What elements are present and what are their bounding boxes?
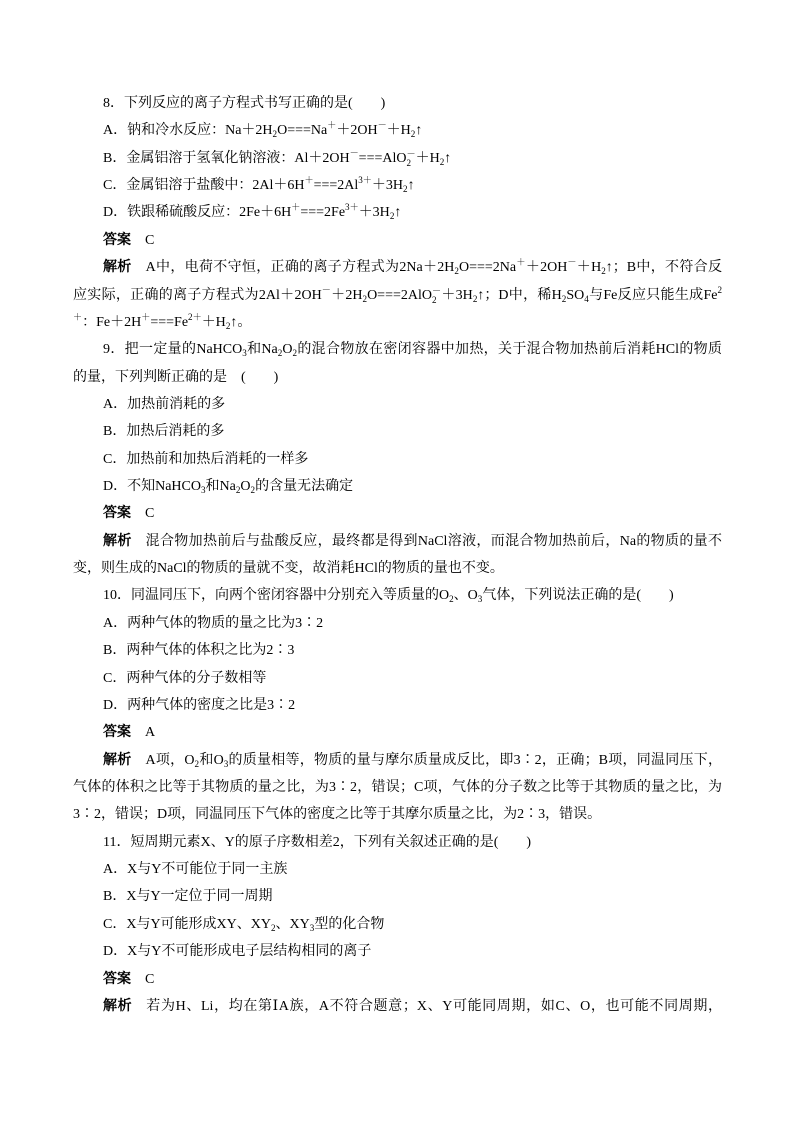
text-run: ===Fe <box>150 314 189 330</box>
superscript: － <box>431 285 442 296</box>
option-c <box>73 665 722 692</box>
text-run: 10．同温同压下，向两个密闭容器中分别充入等质量的O <box>103 588 450 604</box>
text-run: D．两种气体的密度之比是3∶2 <box>103 697 296 713</box>
subscript: 2 <box>389 211 395 222</box>
text-run: 变，则生成的NaCl的物质的量就不变，故消耗HCl的物质的量也不变。 <box>73 561 504 577</box>
option-b <box>73 883 722 910</box>
subscript: 2 <box>225 321 231 332</box>
analysis-line <box>73 528 722 555</box>
text-run: ＋3H <box>371 178 404 194</box>
text-run: 应实际，正确的离子方程式为2Al＋2OH <box>73 287 322 303</box>
text-run: ＋H <box>201 314 226 330</box>
question-stem-line <box>73 829 722 856</box>
text-run: ：Fe＋2H <box>82 314 142 330</box>
text-run: B．两种气体的体积之比为2∶3 <box>103 643 295 659</box>
question-stem-line <box>73 364 722 391</box>
answer-label: 答案 <box>103 725 131 741</box>
text-run: 9．把一定量的NaHCO <box>103 342 243 358</box>
option-a <box>73 391 722 418</box>
option-c <box>73 911 722 938</box>
superscript: ＋ <box>516 257 526 268</box>
text-run: 、O <box>453 588 478 604</box>
text-run: ↑；D中，稀H <box>477 287 562 303</box>
text-run: ↑ <box>444 150 452 166</box>
text-run: ＋H <box>386 123 411 139</box>
subscript: 2 <box>410 129 416 140</box>
analysis-label: 解析 <box>103 260 132 276</box>
stacked-script <box>406 150 415 168</box>
text-run: ↑。 <box>230 314 252 330</box>
text-run: 的含量无法确定 <box>255 479 354 495</box>
subscript: 4 <box>584 293 589 304</box>
subscript: 2 <box>362 293 368 304</box>
stacked-script <box>432 287 441 305</box>
subscript: 2 <box>454 266 459 277</box>
text-run: A．加热前消耗的多 <box>103 396 226 412</box>
subscript: 2 <box>194 758 200 769</box>
text-run: 、XY <box>275 916 310 932</box>
answer-line <box>73 500 722 527</box>
superscript: － <box>377 120 387 131</box>
text-run: ＋2OH <box>336 123 378 139</box>
option-a <box>73 117 722 144</box>
option-a <box>73 856 722 883</box>
text-run: ＋3H <box>441 287 473 303</box>
text-run: D．X与Y不可能形成电子层结构相同的离子 <box>103 944 372 960</box>
superscript: ＋ <box>304 175 314 186</box>
analysis-line <box>73 309 722 336</box>
subscript: 2 <box>250 485 256 496</box>
text-run: O <box>240 479 251 495</box>
option-c <box>73 172 722 199</box>
text-run: O <box>282 342 293 358</box>
text-run: A．X与Y不可能位于同一主族 <box>103 862 288 878</box>
subscript: 2 <box>406 158 412 169</box>
superscript: ＋ <box>327 120 337 131</box>
option-b <box>73 145 722 172</box>
analysis-label: 解析 <box>103 533 132 549</box>
analysis-line <box>73 774 722 801</box>
superscript: 2 <box>717 284 722 295</box>
subscript: 2 <box>271 922 276 933</box>
answer-label: 答案 <box>103 232 131 248</box>
question-stem-line <box>73 336 722 363</box>
superscript: ＋ <box>291 202 301 213</box>
analysis-line <box>73 747 722 774</box>
text-run: 的混合物放在密闭容器中加热，关于混合物加热前后消耗HCl的物质 <box>296 342 722 358</box>
text-run: 3∶2，错误；D项，同温同压下气体的密度之比等于其摩尔质量之比，为2∶3，错误。 <box>73 807 602 823</box>
answer-line <box>73 719 722 746</box>
answer-value: C <box>145 232 155 248</box>
superscript: ＋ <box>73 311 83 322</box>
superscript: 3＋ <box>358 175 372 186</box>
subscript: 2 <box>272 129 278 140</box>
subscript: 2 <box>403 184 408 195</box>
superscript: － <box>349 147 359 158</box>
text-run: D．不知NaHCO <box>103 479 201 495</box>
subscript: 2 <box>277 348 283 359</box>
text-run: 8．下列反应的离子方程式书写正确的是( ) <box>103 96 386 111</box>
subscript: 2 <box>292 348 297 359</box>
text-run: C．加热前和加热后消耗的一样多 <box>103 451 309 467</box>
question-block <box>73 829 722 1021</box>
subscript: 2 <box>561 293 567 304</box>
text-run: 和O <box>199 752 224 768</box>
text-run: C．X与Y可能形成XY、XY <box>103 916 271 932</box>
text-run: A．两种气体的物质的量之比为3∶2 <box>103 615 324 631</box>
text-run: ↑ <box>415 123 423 139</box>
subscript: 3 <box>477 594 483 605</box>
text-run: 型的化合物 <box>314 916 385 932</box>
question-block <box>73 582 722 828</box>
superscript: － <box>321 284 331 295</box>
subscript: 3 <box>201 485 206 496</box>
subscript: 3 <box>242 348 247 359</box>
analysis-label: 解析 <box>103 998 133 1014</box>
text-run: SO <box>566 287 585 303</box>
text-run: 气体，下列说法正确的是( ) <box>482 588 674 604</box>
text-run: ＋2H <box>330 287 363 303</box>
subscript: 2 <box>439 156 445 167</box>
option-a <box>73 610 722 637</box>
question-stem-line <box>73 582 722 609</box>
subscript: 3 <box>309 922 315 933</box>
text-run: A项，O <box>145 752 195 768</box>
subscript: 2 <box>431 295 437 306</box>
subscript: 3 <box>223 758 229 769</box>
text-run: 与Fe反应只能生成Fe <box>588 287 718 303</box>
text-run: ＋H <box>415 150 440 166</box>
superscript: 2＋ <box>188 311 202 322</box>
subscript: 2 <box>235 485 241 496</box>
analysis-line <box>73 993 722 1020</box>
analysis-line <box>73 555 722 582</box>
option-b <box>73 637 722 664</box>
superscript: ＋ <box>141 311 151 322</box>
question-block <box>73 90 722 336</box>
answer-value: A <box>145 725 156 741</box>
answer-label: 答案 <box>103 506 131 522</box>
text-run: 的质量相等，物质的量与摩尔质量成反比，即3∶2，正确；B项，同温同压下， <box>228 752 722 768</box>
analysis-line <box>73 282 722 309</box>
text-run: ↑ <box>407 178 415 194</box>
text-run: 和Na <box>246 342 278 358</box>
text-run: O===2AlO <box>367 287 432 303</box>
subscript: 2 <box>449 594 454 605</box>
text-run: ＋2OH <box>525 260 568 276</box>
option-d <box>73 938 722 965</box>
option-b <box>73 418 722 445</box>
superscript: 3＋ <box>345 202 359 213</box>
text-run: 的量，下列判断正确的是 ( ) <box>73 369 279 385</box>
subscript: 2 <box>472 293 478 304</box>
text-run: O===2Na <box>458 260 517 276</box>
answer-value: C <box>145 506 155 522</box>
text-run: 11．短周期元素X、Y的原子序数相差2，下列有关叙述正确的是( ) <box>103 834 532 850</box>
answer-label: 答案 <box>103 971 131 987</box>
analysis-line <box>73 254 722 281</box>
superscript: － <box>406 149 416 160</box>
text-run: O===Na <box>277 123 328 139</box>
text-run: ===2Fe <box>300 205 346 221</box>
option-c <box>73 446 722 473</box>
answer-line <box>73 966 722 993</box>
analysis-line <box>73 801 722 828</box>
text-run: B．X与Y一定位于同一周期 <box>103 889 273 905</box>
text-run: 混合物加热前后与盐酸反应，最终都是得到NaCl溶液，而混合物加热前后，Na的物质的量不 <box>145 533 722 549</box>
text-run: A．钠和冷水反应：Na＋2H <box>103 123 273 139</box>
text-run: B．加热后消耗的多 <box>103 424 225 440</box>
text-run: 若为H、Li，均在第ⅠA族，A不符合题意；X、Y可能同周期，如C、O，也可能不同周期， <box>146 998 722 1014</box>
answer-value: C <box>145 971 155 987</box>
text-run: ===2Al <box>313 178 359 194</box>
option-d <box>73 473 722 500</box>
text-run: A中，电荷不守恒，正确的离子方程式为2Na＋2H <box>145 260 455 276</box>
text-run: C．金属铝溶于盐酸中：2Al＋6H <box>103 178 305 194</box>
text-run: 和Na <box>205 479 236 495</box>
answer-line <box>73 227 722 254</box>
text-run: D．铁跟稀硫酸反应：2Fe＋6H <box>103 205 292 221</box>
subscript: 2 <box>601 266 606 277</box>
option-d <box>73 692 722 719</box>
text-run: B．金属铝溶于氢氧化钠溶液：Al＋2OH <box>103 150 350 166</box>
exam-page <box>73 90 722 1020</box>
text-run: ↑ <box>394 205 402 221</box>
option-d <box>73 199 722 226</box>
text-run: ===AlO <box>358 150 407 166</box>
text-run: ↑；B中，不符合反 <box>605 260 722 276</box>
superscript: － <box>567 257 577 268</box>
text-run: C．两种气体的分子数相等 <box>103 670 267 686</box>
text-run: 气体的体积之比等于其物质的量之比，为3∶2，错误；C项，气体的分子数之比等于其物质的量之比，为 <box>73 779 722 795</box>
question-block <box>73 336 722 582</box>
analysis-label: 解析 <box>103 752 132 768</box>
text-run: ＋3H <box>358 205 390 221</box>
question-stem-line <box>73 90 722 117</box>
text-run: ＋H <box>576 260 602 276</box>
